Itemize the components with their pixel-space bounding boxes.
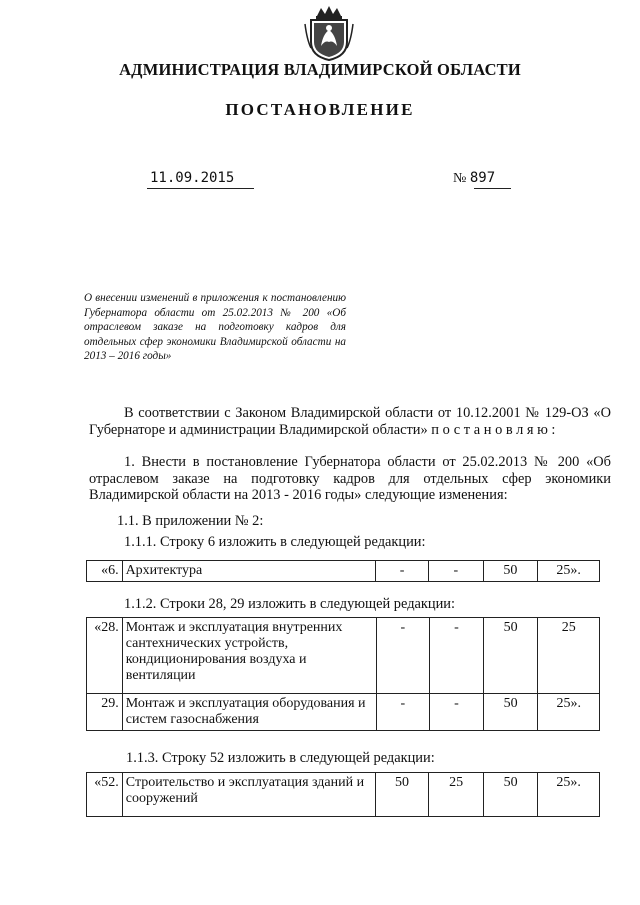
- row-number: «6.: [87, 561, 123, 582]
- table-row-6: [86, 560, 600, 582]
- number-underline: [474, 188, 511, 189]
- document-date: 11.09.2015: [150, 170, 235, 186]
- row-col-3: 50: [483, 618, 537, 694]
- table-row: [87, 773, 600, 817]
- date-underline: [147, 188, 254, 189]
- row-col-4: 25: [538, 618, 600, 694]
- row-col-1: -: [376, 618, 429, 694]
- table-row: [87, 561, 600, 582]
- row-col-2: -: [429, 694, 483, 731]
- document-type: ПОСТАНОВЛЕНИЕ: [225, 100, 415, 119]
- item-1-paragraph: 1. Внести в постановление Губернатора области от 25.02.2013 № 200 «Об отраслевом заказе на подготовку кадров для отдельных сфер экономики Владимирской области на 2013 - 2016 годы» следующие изменения:: [89, 454, 611, 503]
- row-number: «52.: [87, 773, 123, 817]
- item-1-1-1: 1.1.1. Строку 6 изложить в следующей редакции:: [124, 534, 426, 550]
- row-col-2: -: [429, 618, 483, 694]
- number-value: 897: [469, 170, 496, 186]
- preamble-text: В соответствии с Законом Владимирской области от 10.12.2001 № 129-ОЗ «О Губернаторе и администрации Владимирской области»: [89, 405, 611, 438]
- row-col-2: -: [429, 561, 483, 582]
- table-rows-28-29: [86, 617, 600, 731]
- item-1-1-2: 1.1.2. Строки 28, 29 изложить в следующей редакции:: [124, 596, 455, 612]
- row-name: Монтаж и эксплуатация внутренних сантехнических устройств, кондиционирования воздуха и вентиляции: [122, 618, 376, 694]
- item-1-1: 1.1. В приложении № 2:: [117, 513, 264, 529]
- row-name: Монтаж и эксплуатация оборудования и систем газоснабжения: [122, 694, 376, 731]
- row-col-1: 50: [375, 773, 429, 817]
- table-row: [87, 694, 600, 731]
- row-name: Архитектура: [122, 561, 375, 582]
- row-name: Строительство и эксплуатация зданий и сооружений: [122, 773, 375, 817]
- row-col-1: -: [375, 561, 428, 582]
- item-1-1-3: 1.1.3. Строку 52 изложить в следующей редакции:: [126, 750, 435, 766]
- row-col-4: 25».: [538, 694, 600, 731]
- coat-of-arms-icon: [303, 4, 355, 62]
- document-number: [453, 170, 495, 187]
- row-col-3: 50: [483, 773, 538, 817]
- preamble-decree: постановляю:: [431, 421, 560, 438]
- table-row: [87, 618, 600, 694]
- row-col-3: 50: [483, 694, 537, 731]
- number-sign: №: [453, 171, 467, 186]
- organization-name: АДМИНИСТРАЦИЯ ВЛАДИМИРСКОЙ ОБЛАСТИ: [119, 60, 521, 79]
- table-row-52: [86, 772, 600, 817]
- row-col-4: 25».: [538, 561, 600, 582]
- row-col-4: 25».: [538, 773, 600, 817]
- row-col-3: 50: [483, 561, 538, 582]
- preamble-paragraph: [89, 405, 611, 438]
- row-col-2: 25: [429, 773, 484, 817]
- row-number: 29.: [87, 694, 123, 731]
- document-subject: О внесении изменений в приложения к постановлению Губернатора области от 25.02.2013 № 200 «Об отраслевом заказе на подготовку кадров для отдельных сфер экономики Владимирской области на 2013 – 2016 годы»: [84, 292, 346, 363]
- row-number: «28.: [87, 618, 123, 694]
- row-col-1: -: [376, 694, 429, 731]
